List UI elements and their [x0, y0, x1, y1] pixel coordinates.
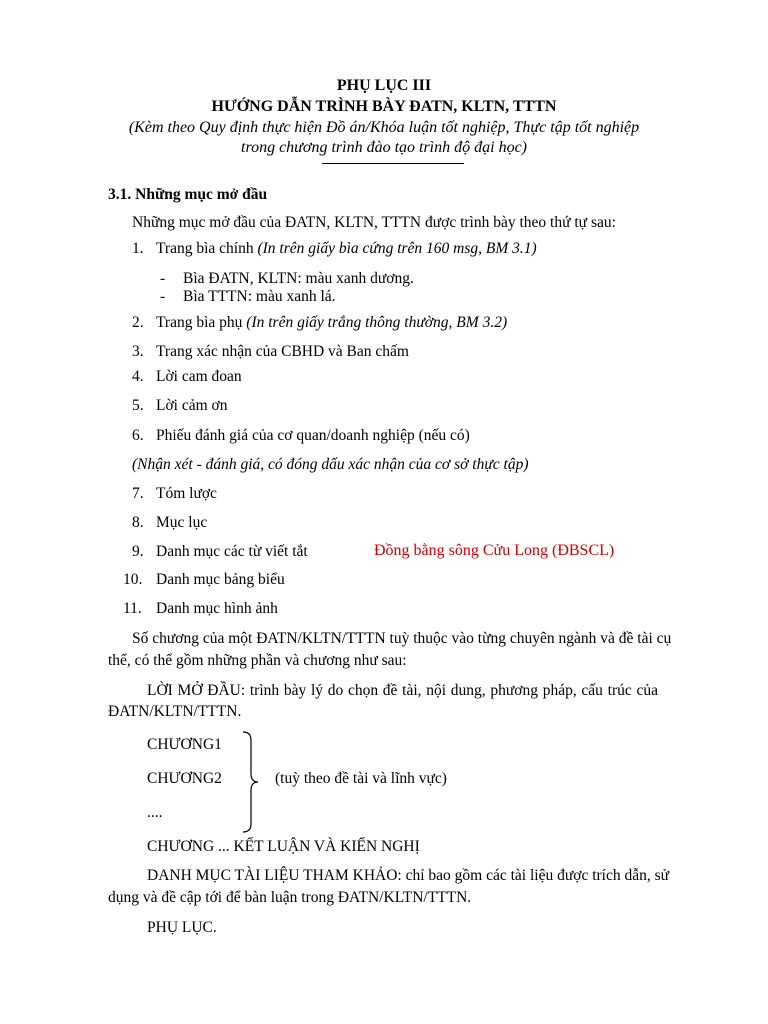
list-item-note: (In trên giấy trắng thông thường, BM 3.2): [246, 314, 508, 331]
dash-bullet: -: [160, 270, 166, 287]
paragraph-chapters-line-2: thể, có thể gồm những phần và chương như sau:: [108, 652, 407, 669]
list-item-number: 6.: [132, 427, 144, 444]
paragraph-intro-line-2: ĐATN/KLTN/TTTN.: [108, 703, 242, 720]
document-title: HƯỚNG DẪN TRÌNH BÀY ĐATN, KLTN, TTTN: [211, 98, 557, 115]
item-6-note: (Nhận xét - đánh giá, có đóng dấu xác nhận của cơ sở thực tập): [132, 456, 529, 473]
list-item: [123, 600, 278, 618]
list-item-number: 4.: [132, 368, 144, 385]
chapter-1: CHƯƠNG1: [147, 736, 222, 753]
references-line-1: DANH MỤC TÀI LIỆU THAM KHẢO: chỉ bao gồm các tài liệu được trích dẫn, sử: [147, 867, 670, 884]
list-item-text: Trang xác nhận của CBHD và Ban chấm: [156, 343, 409, 360]
list-item-text: Danh mục hình ảnh: [156, 600, 278, 617]
section-intro: Những mục mở đầu của ĐATN, KLTN, TTTN được trình bày theo thứ tự sau:: [132, 214, 616, 231]
paragraph-intro-line-1: LỜI MỞ ĐẦU: trình bày lý do chọn đề tài, nội dung, phương pháp, cấu trúc của: [147, 682, 658, 699]
red-annotation: Đồng bằng sông Cửu Long (ĐBSCL): [374, 542, 615, 559]
appendix-title: PHỤ LỤC III: [336, 77, 432, 94]
list-item: [132, 343, 409, 361]
list-item-number: 9.: [132, 543, 144, 560]
appendix-label: PHỤ LỤC.: [147, 919, 217, 936]
list-item: [132, 397, 227, 415]
list-item: [132, 240, 537, 258]
list-item-number: 11.: [123, 600, 142, 617]
dash-bullet: -: [160, 288, 166, 305]
list-item: [132, 427, 470, 445]
list-item: [132, 368, 242, 386]
subtitle-line-1: (Kèm theo Quy định thực hiện Đồ án/Khóa luận tốt nghiệp, Thực tập tốt nghiệp: [128, 119, 640, 136]
paragraph-chapters-line-1: Số chương của một ĐATN/KLTN/TTTN tuỳ thuộc vào từng chuyên ngành và đề tài cụ: [132, 630, 672, 647]
list-item-text: Trang bìa phụ: [156, 314, 247, 331]
sub-list-item: [160, 288, 336, 306]
list-item: [132, 314, 507, 332]
list-item: [132, 543, 308, 561]
sub-list-item: [160, 270, 414, 288]
section-heading: 3.1. Những mục mở đầu: [108, 186, 268, 203]
subtitle-line-2: trong chương trình đào tạo trình độ đại học): [241, 139, 527, 156]
list-item-number: 7.: [132, 485, 144, 502]
list-item-text: Danh mục bảng biểu: [156, 571, 285, 588]
brace-note: (tuỳ theo đề tài và lĩnh vực): [275, 770, 447, 787]
list-item-text: Lời cảm ơn: [156, 397, 228, 414]
list-item: [132, 514, 207, 532]
list-item-text: Tóm lược: [156, 485, 217, 502]
list-item-text: Danh mục các từ viết tắt: [156, 543, 308, 560]
list-item: [132, 485, 217, 503]
list-item-number: 1.: [132, 240, 144, 257]
list-item-text: Lời cam đoan: [156, 368, 242, 385]
list-item-text: Phiếu đánh giá của cơ quan/doanh nghiệp (nếu có): [156, 427, 470, 444]
list-item-number: 2.: [132, 314, 144, 331]
sub-list-item-text: Bìa TTTN: màu xanh lá.: [183, 288, 336, 305]
list-item-number: 5.: [132, 397, 144, 414]
list-item-note: (In trên giấy bìa cứng trên 160 msg, BM 3.1): [257, 240, 537, 257]
chapter-conclusion: CHƯƠNG ... KẾT LUẬN VÀ KIẾN NGHỊ: [147, 838, 420, 855]
list-item: [123, 571, 285, 589]
sub-list-item-text: Bìa ĐATN, KLTN: màu xanh dương.: [183, 270, 414, 287]
list-item-text: Mục lục: [156, 514, 208, 531]
chapter-ellipsis: ....: [147, 804, 163, 821]
list-item-number: 10.: [123, 571, 143, 588]
references-line-2: dụng và đề cập tới để bàn luận trong ĐATN/KLTN/TTTN.: [108, 889, 472, 906]
list-item-number: 8.: [132, 514, 144, 531]
title-divider: [322, 163, 464, 164]
chapter-2: CHƯƠNG2: [147, 770, 222, 787]
list-item-text: Trang bìa chính: [156, 240, 258, 257]
curly-brace: [240, 730, 264, 834]
list-item-number: 3.: [132, 343, 144, 360]
